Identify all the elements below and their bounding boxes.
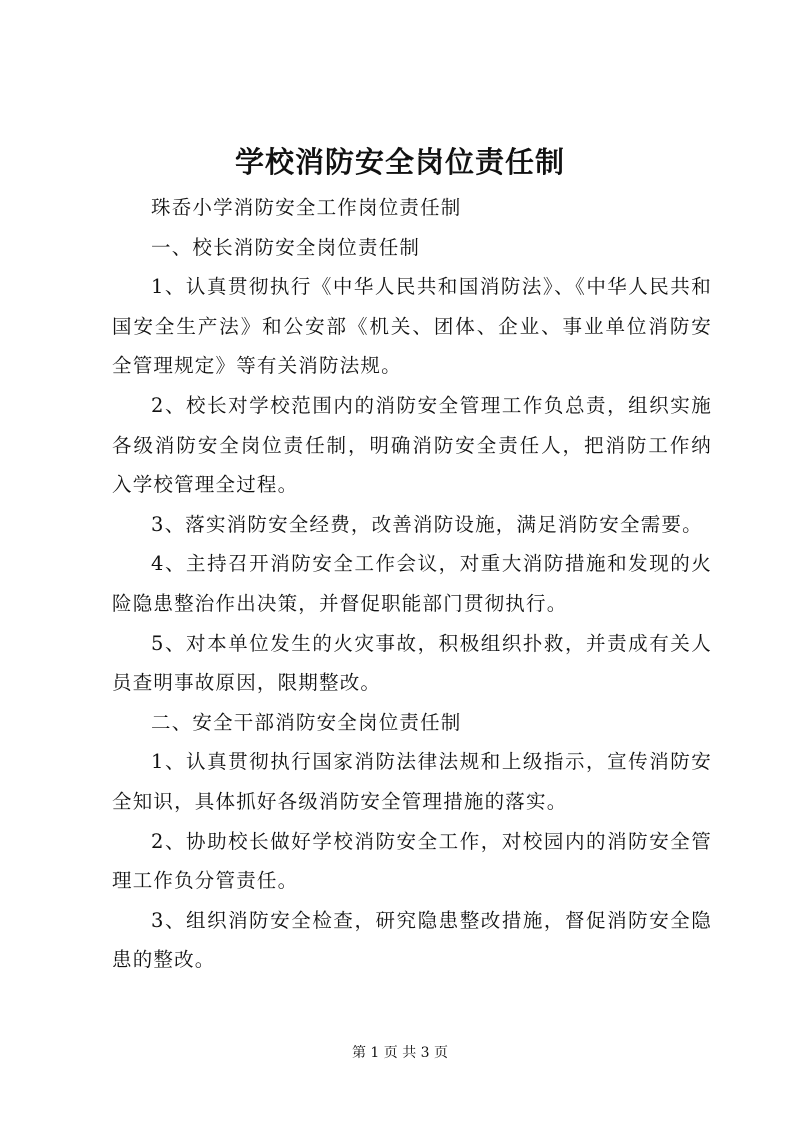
paragraph-principal-item-2: 2、校长对学校范围内的消防安全管理工作负总责，组织实施各级消防安全岗位责任制，明确消防安全责任人，把消防工作纳入学校管理全过程。 <box>112 393 712 497</box>
document-title: 学校消防安全岗位责任制 <box>234 145 565 179</box>
paragraph-safety-officer-item-3: 3、组织消防安全检查，研究隐患整改措施，督促消防安全隐患的整改。 <box>112 908 712 972</box>
paragraph-principal-item-4: 4、主持召开消防安全工作会议，对重大消防措施和发现的火险隐患整治作出决策，并督促职能部门贯彻执行。 <box>112 552 712 615</box>
section-heading-principal: 一、校长消防安全岗位责任制 <box>151 235 421 259</box>
paragraph-principal-item-1: 1、认真贯彻执行《中华人民共和国消防法》、《中华人民共和国安全生产法》和公安部《机关、团体、企业、事业单位消防安全管理规定》等有关消防法规。 <box>112 275 712 378</box>
paragraph-principal-item-5: 5、对本单位发生的火灾事故，积极组织扑救，并责成有关人员查明事故原因，限期整改。 <box>112 631 712 695</box>
paragraph-safety-officer-item-1: 1、认真贯彻执行国家消防法律法规和上级指示，宣传消防安全知识，具体抓好各级消防安全管理措施的落实。 <box>112 750 712 813</box>
paragraph-principal-item-3: 3、落实消防安全经费，改善消防设施，满足消防安全需要。 <box>151 512 703 536</box>
document-body <box>112 188 712 980</box>
paragraph-safety-officer-item-2: 2、协助校长做好学校消防安全工作，对校园内的消防安全管理工作负分管责任。 <box>112 829 712 893</box>
section-heading-safety-officer: 二、安全干部消防安全岗位责任制 <box>151 710 462 734</box>
page-footer: 第 1 页 共 3 页 <box>351 1045 449 1061</box>
paragraph-school-title: 珠岙小学消防安全工作岗位责任制 <box>151 196 462 219</box>
